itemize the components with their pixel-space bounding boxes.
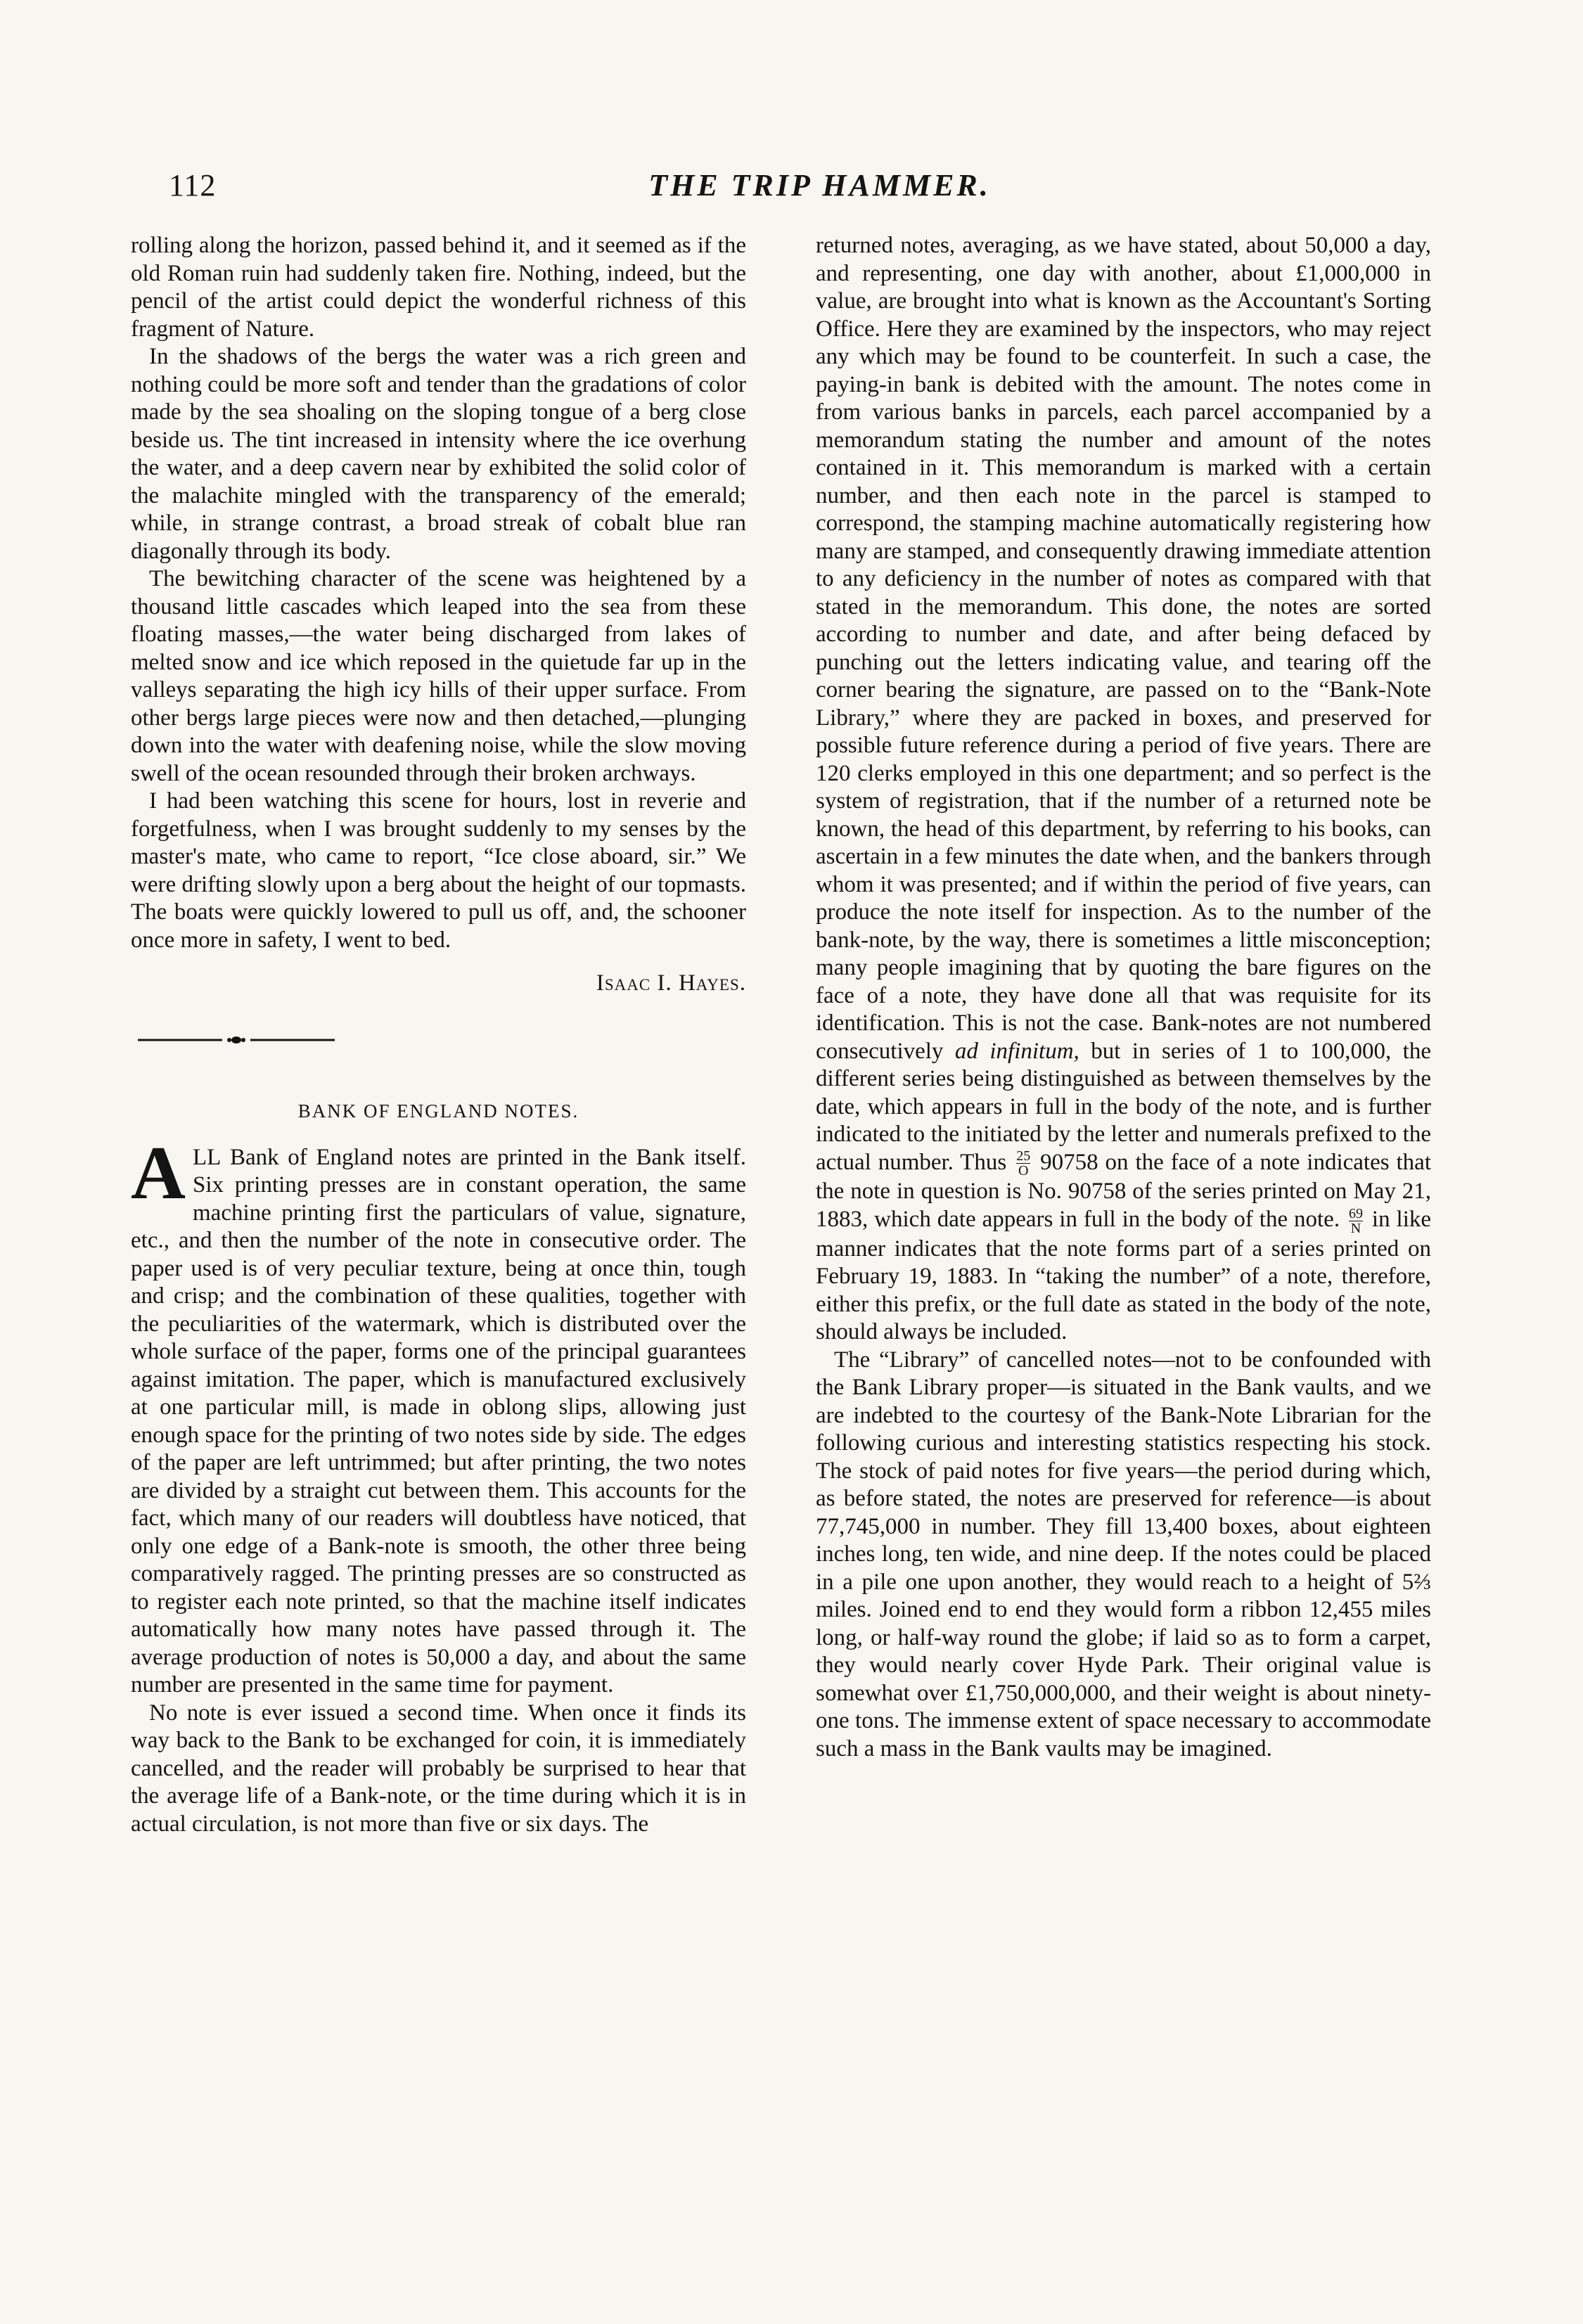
paragraph: No note is ever issued a second time. When once it finds its way back to the Bank to be exchanged for coin, it is immediately cancelled, and the reader will probably be surprised to hear that the average life of a Bank-note, or the time during which it is in actual circulation, is not more than five or six days. The <box>131 1700 746 1837</box>
paragraph: I had been watching this scene for hours, lost in reverie and forgetfulness, when I was brought suddenly to my senses by the master's mate, who came to report, “Ice close aboard, sir.” We were drifting slowly upon a berg about the height of our topmasts. The boats were quickly lowered to pull us off, and, the schooner once more in safety, I went to bed. <box>131 788 746 953</box>
section-heading: BANK OF ENGLAND NOTES. <box>297 1100 579 1122</box>
fraction-numerator: 69 <box>1349 1205 1364 1221</box>
paragraph: In the shadows of the bergs the water was a rich green and nothing could be more soft and tender than the gradations of color made by the sea shoaling on the sloping tongue of a berg close beside us. The tint increased in intensity where the ice overhung the water, and a deep cavern near by exhibited the solid color of the malachite mingled with the transparency of the emerald; while, in strange contrast, a broad streak of cobalt blue ran diagonally through its body. <box>131 344 746 564</box>
fraction-numerator: 25 <box>1016 1148 1031 1164</box>
paragraph-text: Bank of England notes are printed in the Bank itself. Six printing presses are in constant operation, the same machine printing first the particulars of value, signature, etc., and then the number of the note in consecutive order. The paper used is of very peculiar texture, being at once thin, tough and crisp; and the combination of these qualities, together with the peculiarities of the watermark, which is distributed over the whole surface of the paper, forms one of the principal guarantees against imitation. The paper, which is manufactured exclusively at one particular mill, is made in oblong slips, allowing just enough space for the printing of two notes side by side. The edges of the paper are left untrimmed; but after printing, the two notes are divided by a straight cut between them. This accounts for the fact, which many of our readers will doubtless have noticed, that only one edge of a Bank-note is smooth, the other three being comparatively ragged. The printing presses are so constructed as to register each note printed, so that the machine itself indicates automatically how many notes have passed through it. The average production of notes is 50,000 a day, and about the same number are presented in the same time for payment. <box>131 1144 746 1697</box>
page-number: 112 <box>169 168 217 203</box>
paragraph <box>816 232 1431 1347</box>
paragraph-text: returned notes, averaging, as we have stated, about 50,000 a day, and representing, one day with another, about £1,000,000 in value, are brought into what is known as the Accountant's Sorting Office. Here they are examined by the inspectors, who may reject any which may be found to be counterfeit. In such a case, the paying-in bank is debited with the amount. The notes come in from various banks in parcels, each parcel accompanied by a memorandum stating the number and amount of the notes contained in it. This memorandum is marked with a certain number, and then each note in the parcel is stamped to correspond, the stamping machine automatically registering how many are stamped, and consequently drawing immediate attention to any deficiency in the number of notes as compared with that stated in the memorandum. This done, the notes are sorted according to number and date, and after being defaced by punching out the letters indicating value, and tearing off the corner bearing the signature, are passed on to the “Bank-Note Library,” where they are packed in boxes, and preserved for possible future reference during a period of five years. There are 120 clerks employed in this one department; and so perfect is the system of registration, that if the number of a returned note be known, the head of this department, by referring to his books, can ascertain in a few minutes the date when, and the bankers through whom it was presented; and if within the period of five years, can produce the note itself for inspection. As to the number of the bank-note, by the way, there is sometimes a little misconception; many people imagining that by quoting the bare figures on the face of a note, they have done all that was requisite for its identification. This is not the case. Bank-notes are not numbered consecutively <box>816 233 1431 1064</box>
ornament-divider <box>131 1033 342 1047</box>
paragraph-text: but in series of 1 to 100,000, the different series being distinguished as between themselves by the date, which appears in full in the body of the note, and is further indicated to the initiated by the letter and numerals prefixed to the actual number. Thus <box>816 1038 1431 1175</box>
lead-in-caps: LL <box>193 1144 222 1170</box>
series-prefix-fraction <box>1016 1149 1030 1178</box>
left-column <box>131 232 746 1838</box>
right-column <box>816 232 1431 1763</box>
paragraph-text: 90758 on the face of a note indicates that the note in question is No. 90758 of the series printed on May 21, 1883, which date appears in full in the body of the note. <box>816 1149 1431 1232</box>
journal-title: THE TRIP HAMMER. <box>648 168 991 203</box>
series-prefix-fraction <box>1349 1207 1363 1235</box>
fraction-denominator: N <box>1350 1220 1361 1236</box>
author-signature: Isaac I. Hayes. <box>596 970 746 996</box>
fraction-denominator: O <box>1018 1163 1029 1179</box>
paragraph: The bewitching character of the scene was heightened by a thousand little cascades which leaped into the sea from these floating masses,—the water being discharged from lakes of melted snow and ice which reposed in the quietude far up in the valleys separating the high icy hills of their upper surface. From other bergs large pieces were now and then detached,—plunging down into the water with deafening noise, while the slow moving swell of the ocean resounded through their broken archways. <box>131 566 746 786</box>
article-opening-paragraph <box>131 1131 746 1700</box>
paragraph-text: in like manner indicates that the note forms part of a series printed on February 19, 1883. In “taking the number” of a note, therefore, either this prefix, or the full date as stated in the body of the note, should always be included. <box>816 1206 1432 1345</box>
paragraph: rolling along the horizon, passed behind it, and it seemed as if the old Roman ruin had suddenly taken fire. Nothing, indeed, but the pencil of the artist could depict the wonderful richness of this fragment of Nature. <box>131 233 746 342</box>
running-head <box>169 167 1470 210</box>
paragraph: The “Library” of cancelled notes—not to be confounded with the Bank Library proper—is situated in the Bank vaults, and we are indebted to the courtesy of the Bank-Note Librarian for the following curious and interesting statistics respecting his stock. The stock of paid notes for five years—the period during which, as before stated, the notes are preserved for reference—is about 77,745,000 in number. They fill 13,400 boxes, about eighteen inches long, ten wide, and nine deep. If the notes could be placed in a pile one upon another, they would reach to a height of 5⅔ miles. Joined end to end they would form a ribbon 12,455 miles long, or half-way round the globe; if laid so as to form a carpet, they would nearly cover Hyde Park. Their original value is somewhat over £1,750,000,000, and their weight is about ninety-one tons. The immense extent of space necessary to accommodate such a mass in the Bank vaults may be imagined. <box>816 1347 1431 1761</box>
italic-phrase: ad infinitum, <box>954 1038 1079 1064</box>
drop-cap: A <box>131 1131 186 1215</box>
